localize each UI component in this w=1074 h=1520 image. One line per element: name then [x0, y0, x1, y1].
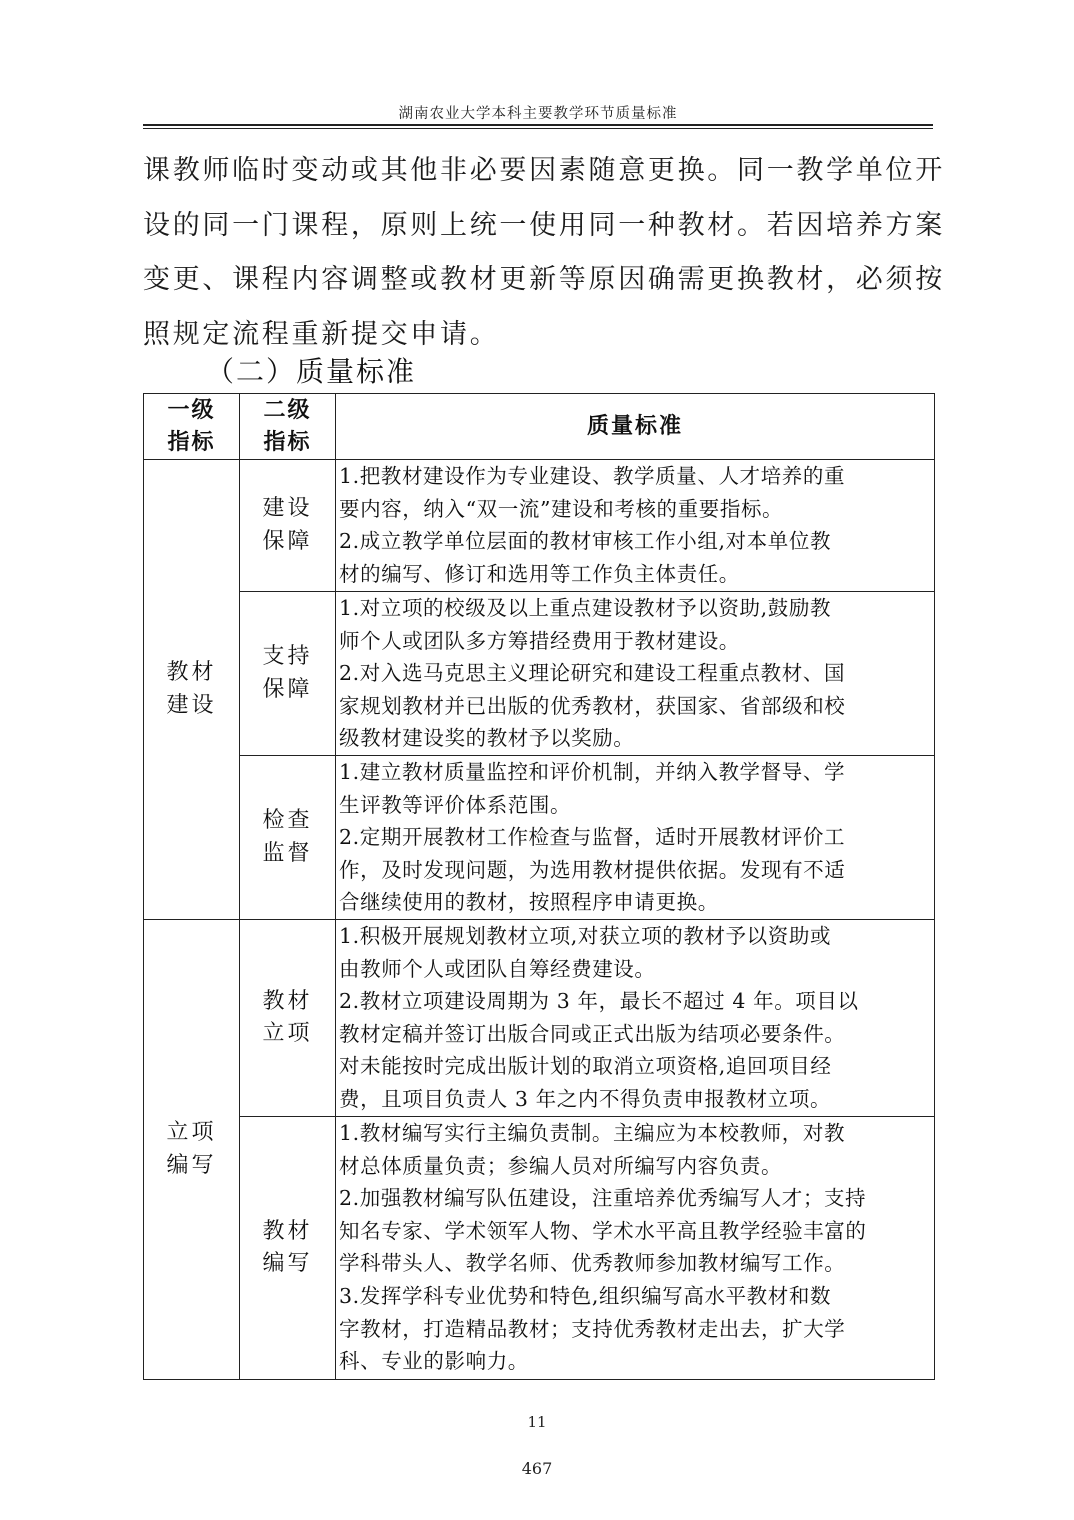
- standard-line: 学科带头人、教学名师、优秀教师参加教材编写工作。: [339, 1251, 846, 1276]
- table-header-row: [144, 394, 935, 460]
- standard-line: 科、专业的影响力。: [339, 1349, 529, 1374]
- paragraph-line: 照规定流程重新提交申请。: [143, 318, 500, 350]
- paragraph-line: 设的同一门课程，原则上统一使用同一种教材。若因培养方案: [143, 209, 945, 241]
- standard-line: 作，及时发现问题，为选用教材提供依据。发现有不适: [339, 857, 846, 882]
- standard-line: 1.建立教材质量监控和评价机制，并纳入教学督导、学: [339, 760, 846, 784]
- standard-line: 2.定期开展教材工作检查与监督，适时开展教材评价工: [339, 825, 846, 850]
- header-level2: [240, 394, 336, 460]
- running-header: 湖南农业大学本科主要教学环节质量标准: [398, 106, 678, 122]
- level2-cell: [240, 592, 336, 756]
- standard-line: 教材定稿并签订出版合同或正式出版为结项必要条件。: [339, 1021, 846, 1046]
- level1-line: 教材: [166, 660, 217, 685]
- standard-line: 1.把教材建设作为专业建设、教学质量、人才培养的重: [339, 464, 846, 488]
- level2-line: 监督: [262, 840, 313, 866]
- header-level1-line: 一级: [167, 397, 216, 423]
- header-standard: 质量标准: [336, 394, 935, 460]
- section-title: （二）质量标准: [206, 355, 417, 388]
- standard-cell: [336, 920, 935, 1117]
- body-paragraph: [143, 144, 945, 362]
- standard-cell: [336, 1117, 935, 1380]
- standard-line: 知名专家、学术领军人物、学术水平高且教学经验丰富的: [339, 1218, 867, 1243]
- header-level1: [144, 394, 240, 460]
- level1-line: 立项: [166, 1120, 217, 1145]
- level2-line: 支持: [262, 644, 313, 669]
- paragraph-line: 课教师临时变动或其他非必要因素随意更换。同一教学单位开: [143, 155, 945, 186]
- table-row: [144, 592, 935, 756]
- table-row: [144, 1117, 935, 1380]
- standard-line: 3.发挥学科专业优势和特色,组织编写高水平教材和数: [339, 1283, 832, 1308]
- standard-line: 生评教等评价体系范围。: [339, 792, 572, 817]
- paragraph-line: 变更、课程内容调整或教材更新等原因确需更换教材，必须按: [143, 264, 945, 295]
- header-level2-line: 二级: [263, 397, 312, 423]
- standard-line: 1.教材编写实行主编负责制。主编应为本校教师，对教: [339, 1121, 846, 1145]
- standard-line: 师个人或团队多方筹措经费用于教材建设。: [339, 628, 740, 653]
- level2-line: 立项: [262, 1021, 313, 1046]
- quality-standard-table: [143, 393, 935, 1380]
- standard-line: 要内容，纳入“双一流”建设和考核的重要指标。: [339, 496, 784, 521]
- standard-line: 费，且项目负责人 3 年之内不得负责申报教材立项。: [339, 1086, 832, 1111]
- standard-line: 1.对立项的校级及以上重点建设教材予以资助,鼓励教: [339, 596, 832, 620]
- standard-line: 合继续使用的教材，按照程序申请更换。: [339, 890, 719, 915]
- table-row: [144, 460, 935, 592]
- header-rule-thin: [143, 128, 933, 129]
- level2-line: 建设: [262, 496, 313, 521]
- standard-line: 2.教材立项建设周期为 3 年，最长不超过 4 年。项目以: [339, 989, 859, 1014]
- standard-cell: [336, 592, 935, 756]
- level2-cell: [240, 920, 336, 1117]
- standard-line: 级教材建设奖的教材予以奖励。: [339, 726, 635, 751]
- standard-line: 材总体质量负责；参编人员对所编写内容负责。: [339, 1153, 783, 1178]
- level2-cell: [240, 1117, 336, 1380]
- table-row: [144, 920, 935, 1117]
- level2-cell: [240, 756, 336, 920]
- standard-line: 2.成立教学单位层面的教材审核工作小组,对本单位教: [339, 529, 832, 554]
- level2-line: 检查: [262, 808, 313, 833]
- level1-cell: [144, 920, 240, 1380]
- standard-cell: [336, 460, 935, 592]
- level2-line: 教材: [262, 988, 313, 1014]
- level1-line: 建设: [166, 692, 217, 718]
- header-level2-line: 指标: [263, 429, 312, 455]
- standard-line: 对未能按时完成出版计划的取消立项资格,追回项目经: [339, 1054, 832, 1079]
- standard-line: 2.对入选马克思主义理论研究和建设工程重点教材、国: [339, 661, 846, 686]
- level1-line: 编写: [166, 1152, 217, 1178]
- level2-line: 保障: [262, 676, 313, 702]
- standard-line: 1.积极开展规划教材立项,对获立项的教材予以资助或: [339, 924, 832, 948]
- standard-line: 家规划教材并已出版的优秀教材，获国家、省部级和校: [339, 693, 846, 718]
- level2-cell: [240, 460, 336, 592]
- total-page-number: 467: [521, 1459, 553, 1478]
- standard-line: 字教材，打造精品教材；支持优秀教材走出去，扩大学: [339, 1316, 846, 1341]
- level2-line: 教材: [262, 1218, 313, 1244]
- standard-line: 材的编写、修订和选用等工作负主体责任。: [339, 561, 740, 586]
- level2-line: 编写: [262, 1251, 313, 1276]
- table-row: [144, 756, 935, 920]
- header-level1-line: 指标: [167, 429, 216, 455]
- header-rule-thick: [143, 124, 933, 126]
- standard-line: 2.加强教材编写队伍建设，注重培养优秀编写人才；支持: [339, 1186, 867, 1211]
- level2-line: 保障: [262, 528, 313, 554]
- standard-cell: [336, 756, 935, 920]
- level1-cell: [144, 460, 240, 920]
- page-number: 11: [527, 1413, 547, 1431]
- standard-line: 由教师个人或团队自筹经费建设。: [339, 956, 656, 981]
